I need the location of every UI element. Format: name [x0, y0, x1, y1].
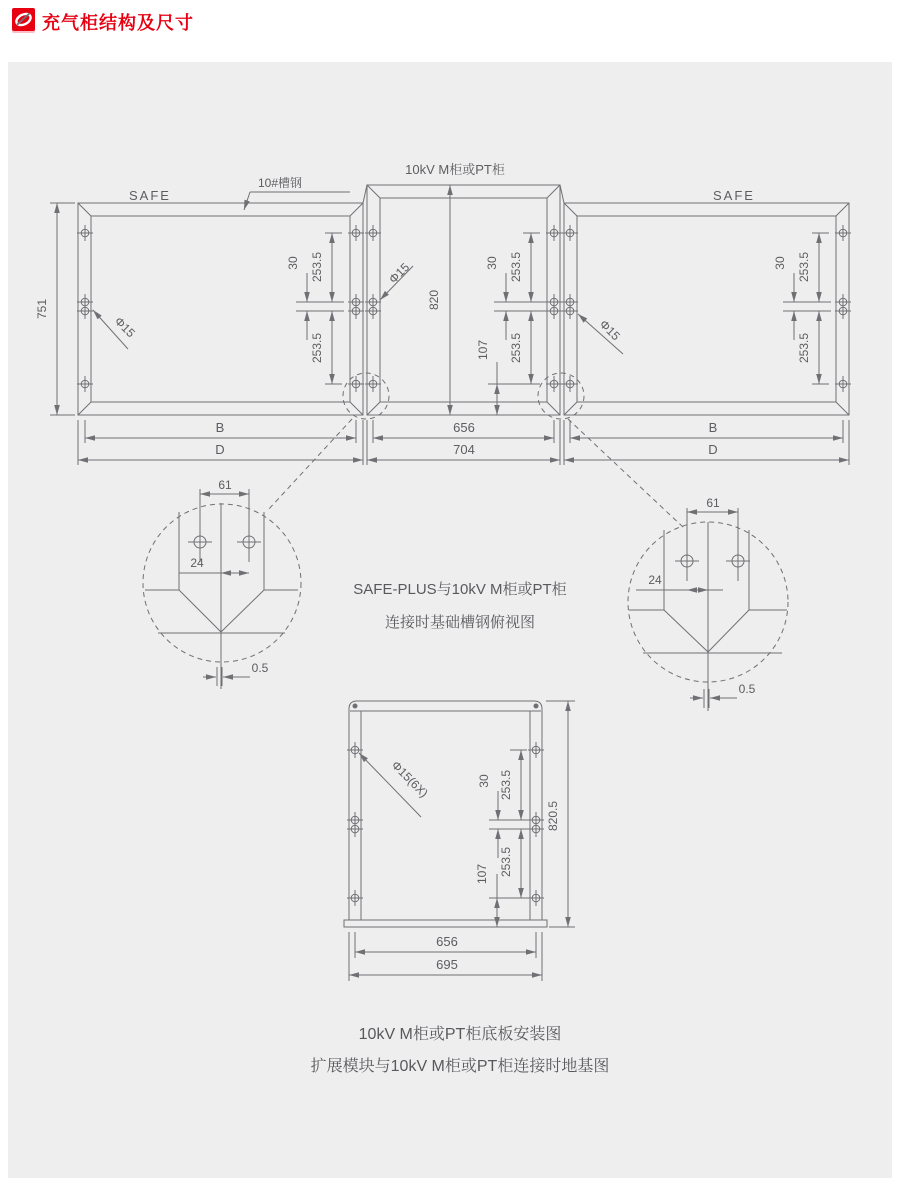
svg-text:30: 30: [485, 256, 499, 270]
dim-695: 695: [436, 957, 458, 972]
caption-bottom-line1: 10kV M柜或PT柜底板安装图: [358, 1026, 562, 1043]
detail-view-left: [143, 478, 301, 689]
detail-leader-right: [568, 419, 684, 528]
svg-text:30: 30: [286, 256, 300, 270]
svg-text:253.5: 253.5: [310, 332, 324, 364]
dim-B-left: B: [215, 420, 225, 435]
left-frame-pitch-chain: [286, 233, 344, 384]
svg-text:253.5: 253.5: [509, 332, 523, 364]
dim-B-right: B: [708, 420, 718, 435]
dim-61-right: 61: [706, 496, 720, 510]
detail-view-right: [628, 496, 788, 711]
phi15-callout-left: [93, 310, 138, 349]
svg-text:253.5: 253.5: [509, 251, 523, 283]
bottom-width-dims: [349, 932, 542, 981]
svg-text:Φ15(6X): Φ15(6X): [388, 758, 431, 801]
bottom-pitch-chain: [475, 750, 538, 927]
left-frame-label: SAFE: [129, 188, 171, 203]
caption-mid-line2: 连接时基础槽钢俯视图: [384, 614, 536, 631]
phi15-callout-middle: [380, 260, 413, 300]
channel-steel-callout: [244, 175, 350, 210]
svg-text:253.5: 253.5: [797, 251, 811, 283]
svg-text:30: 30: [477, 774, 491, 788]
caption-mid-line1: SAFE-PLUS与10kV M柜或PT柜: [353, 581, 567, 598]
phi15-callout-right: [578, 314, 623, 354]
dim-24-left: 24: [190, 556, 204, 570]
bottom-baseplate-view: [344, 701, 575, 981]
brand-logo-icon: [12, 8, 35, 31]
width-dimensions: [78, 420, 849, 465]
corner-hole-left: [353, 704, 358, 709]
caption-bottom-line2: 扩展模块与10kV M柜或PT柜连接时地基图: [310, 1058, 610, 1075]
phi15-6x-callout: [359, 753, 431, 817]
dim-751-label: 751: [35, 298, 49, 320]
middle-frame-label: 10kV M柜或PT柜: [405, 162, 505, 177]
page-title: 充气柜结构及尺寸: [42, 13, 194, 33]
page-header: [0, 0, 900, 62]
right-frame-pitch-chain: [773, 233, 831, 384]
dim-656-top: 656: [453, 420, 475, 435]
channel-steel-label: 10#槽钢: [257, 176, 303, 190]
dim-704: 704: [453, 442, 475, 457]
svg-text:30: 30: [773, 256, 787, 270]
dim-820: [427, 185, 450, 415]
middle-cabinet-frame: [363, 162, 564, 415]
svg-text:Φ15: Φ15: [596, 317, 623, 344]
dim-8205: [546, 701, 575, 927]
svg-text:820.5: 820.5: [546, 800, 560, 832]
dim-820-label: 820: [427, 289, 441, 311]
svg-text:253.5: 253.5: [310, 251, 324, 283]
dim-D-right: D: [708, 442, 718, 457]
svg-text:Φ15: Φ15: [386, 260, 413, 287]
dim-D-left: D: [215, 442, 225, 457]
corner-hole-right: [534, 704, 539, 709]
dim-107-label: 107: [476, 339, 490, 361]
dim-656-bottom: 656: [436, 934, 458, 949]
svg-text:107: 107: [475, 863, 489, 885]
svg-text:253.5: 253.5: [499, 846, 513, 878]
top-plan-view: [35, 162, 851, 528]
svg-text:253.5: 253.5: [499, 769, 513, 801]
svg-text:Φ15: Φ15: [111, 314, 138, 341]
dim-05-right: 0.5: [738, 682, 756, 696]
middle-frame-pitch-chain: [476, 233, 577, 415]
dim-61-left: 61: [218, 478, 232, 492]
right-frame-label: SAFE: [713, 188, 755, 203]
dim-24-right: 24: [648, 573, 662, 587]
svg-text:253.5: 253.5: [797, 332, 811, 364]
dim-751: [35, 203, 75, 415]
detail-leader-left: [268, 419, 352, 510]
dim-05-left: 0.5: [251, 661, 269, 675]
